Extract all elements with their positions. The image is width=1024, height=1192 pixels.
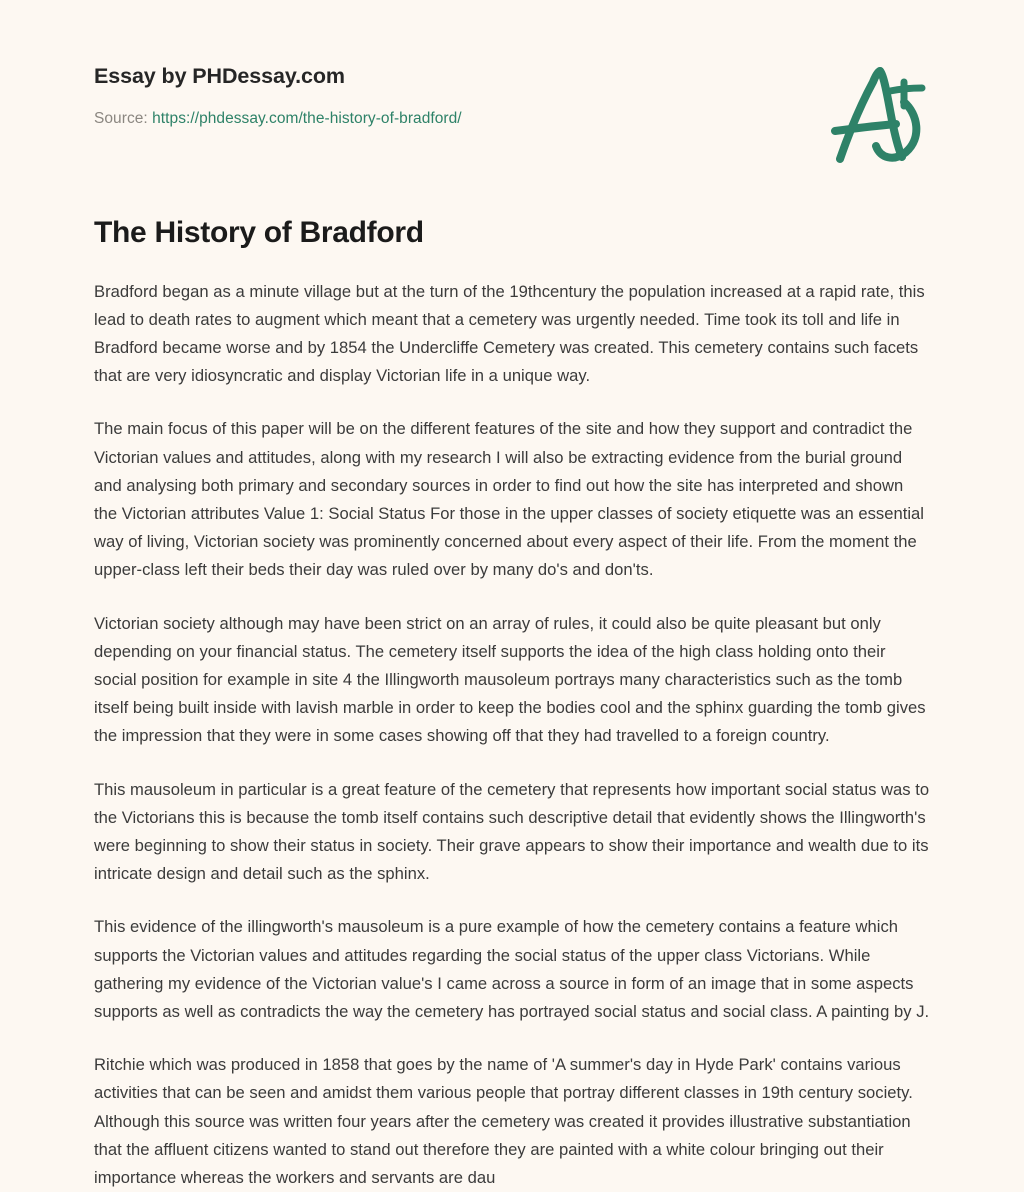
article-paragraph: Ritchie which was produced in 1858 that goes by the name of 'A summer's day in Hyde Park' contains various activities that can be seen and amidst them various people that portray different classes in 19th century society. Although this source was written four years after the cemetery was created it provides illustrative substantiation that the affluent citizens wanted to stand out therefore they are painted with a white colour bringing out their importance whereas the workers and servants are dau [94,1051,930,1192]
article-paragraph: This mausoleum in particular is a great feature of the cemetery that represents how important social status was to the Victorians this is because the tomb itself contains such descriptive detail that evidently shows the Illingworth's were beginning to show their status in society. Their grave appears to show their importance and wealth due to its intricate design and detail such as the sphinx. [94,776,930,889]
article-paragraph: The main focus of this paper will be on the different features of the site and how they support and contradict the Victorian values and attitudes, along with my research I will also be extracting evidence from the burial ground and analysing both primary and secondary sources in order to find out how the site has interpreted and shown the Victorian attributes Value 1: Social Status For those in the upper classes of society etiquette was an essential way of living, Victorian society was prominently concerned about every aspect of their life. From the moment the upper-class left their beds their day was ruled over by many do's and don'ts. [94,415,930,584]
source-line [94,109,930,129]
a-plus-logo [818,58,938,168]
source-label: Source: [94,110,148,127]
article-paragraph: This evidence of the illingworth's mausoleum is a pure example of how the cemetery contains a feature which supports the Victorian values and attitudes regarding the social status of the upper class Victorians. While gathering my evidence of the Victorian value's I came across a source in form of an image that in some aspects supports as well as contradicts the way the cemetery has portrayed social status and social class. A painting by J. [94,913,930,1026]
source-url-link[interactable]: https://phdessay.com/the-history-of-bradford/ [152,110,462,127]
article-paragraph: Bradford began as a minute village but at the turn of the 19thcentury the population increased at a rapid rate, this lead to death rates to augment which meant that a cemetery was urgently needed. Time took its toll and life in Bradford became worse and by 1854 the Undercliffe Cemetery was created. This cemetery contains such facets that are very idiosyncratic and display Victorian life in a unique way. [94,278,930,391]
page-title: The History of Bradford [94,118,930,252]
brand-title: Essay by PHDessay.com [94,64,930,90]
article-body [94,252,930,1192]
document-header [94,0,930,118]
article-paragraph: Victorian society although may have been strict on an array of rules, it could also be quite pleasant but only depending on your financial status. The cemetery itself supports the idea of the high class holding onto their social position for example in site 4 the Illingworth mausoleum portrays many characteristics such as the tomb itself being built inside with lavish marble in order to keep the bodies cool and the sphinx guarding the tomb gives the impression that they were in some cases showing off that they had travelled to a foreign country. [94,610,930,751]
